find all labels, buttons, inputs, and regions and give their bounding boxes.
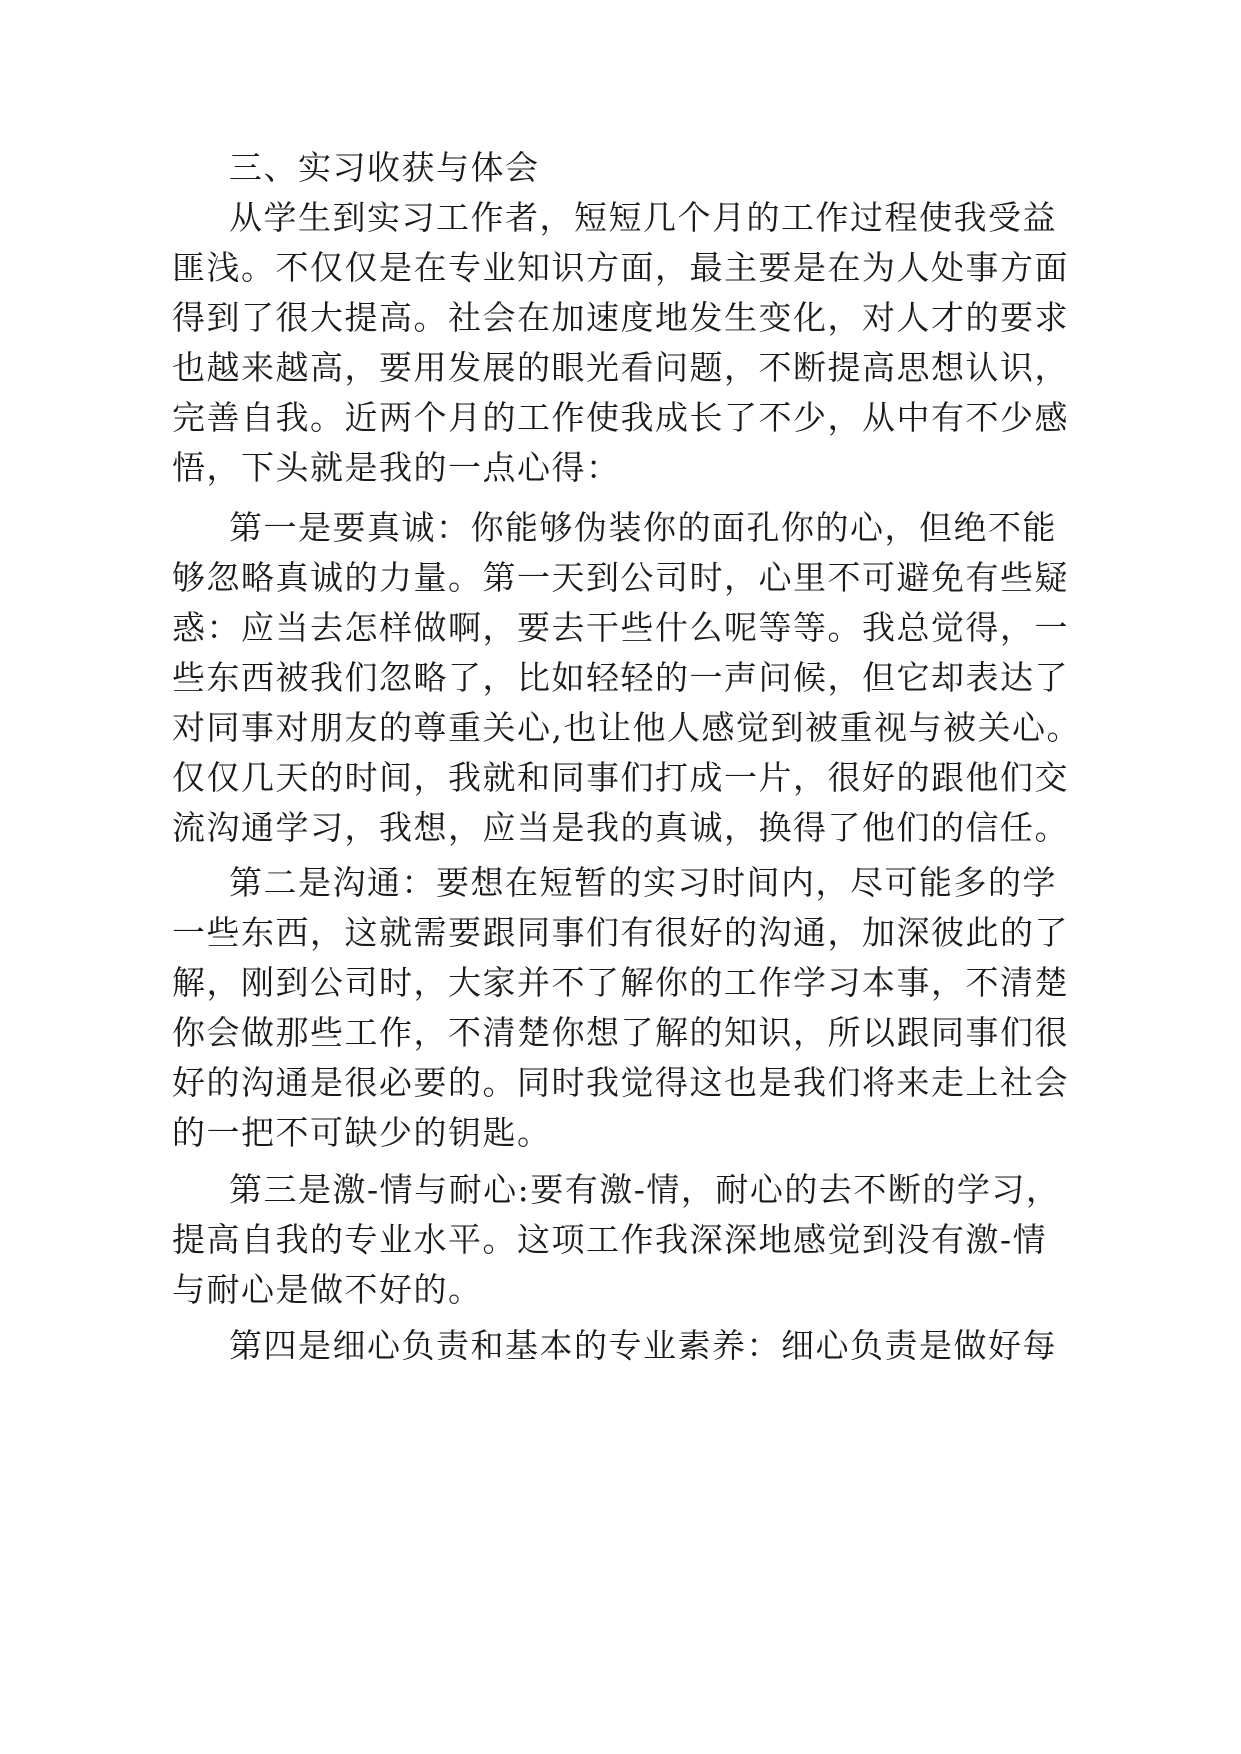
text-line: 一些东西，这就需要跟同事们有很好的沟通，加深彼此的了 bbox=[172, 913, 1069, 952]
text-line: 惑：应当去怎样做啊，要去干些什么呢等等。我总觉得，一 bbox=[172, 608, 1069, 647]
text-line: 提高自我的专业水平。这项工作我深深地感觉到没有激-情 bbox=[172, 1220, 1048, 1259]
text-line: 与耐心是做不好的。 bbox=[172, 1270, 483, 1309]
text-line: 好的沟通是很必要的。同时我觉得这也是我们将来走上社会 bbox=[172, 1063, 1069, 1102]
text-line: 你会做那些工作，不清楚你想了解的知识，所以跟同事们很 bbox=[172, 1013, 1069, 1052]
text-line: 悟，下头就是我的一点心得： bbox=[172, 448, 621, 487]
text-line: 些东西被我们忽略了，比如轻轻的一声问候，但它却表达了 bbox=[172, 658, 1069, 697]
text-line: 也越来越高，要用发展的眼光看问题，不断提高思想认识， bbox=[172, 348, 1069, 387]
text-line: 第三是激-情与耐心:要有激-情，耐心的去不断的学习， bbox=[229, 1170, 1061, 1209]
section-heading: 三、实习收获与体会 bbox=[229, 148, 540, 187]
text-line: 第一是要真诚：你能够伪装你的面孔你的心，但绝不能 bbox=[229, 508, 1057, 547]
text-line: 匪浅。不仅仅是在专业知识方面，最主要是在为人处事方面 bbox=[172, 248, 1069, 287]
text-line: 第四是细心负责和基本的专业素养：细心负责是做好每 bbox=[229, 1326, 1057, 1365]
text-line: 第二是沟通：要想在短暂的实习时间内，尽可能多的学 bbox=[229, 863, 1057, 902]
text-line: 得到了很大提高。社会在加速度地发生变化，对人才的要求 bbox=[172, 298, 1069, 337]
text-line: 解，刚到公司时，大家并不了解你的工作学习本事，不清楚 bbox=[172, 963, 1069, 1002]
text-line: 仅仅几天的时间，我就和同事们打成一片，很好的跟他们交 bbox=[172, 758, 1069, 797]
text-line: 的一把不可缺少的钥匙。 bbox=[172, 1113, 552, 1152]
text-line: 对同事对朋友的尊重关心,也让他人感觉到被重视与被关心。 bbox=[172, 708, 1081, 747]
text-line: 完善自我。近两个月的工作使我成长了不少，从中有不少感 bbox=[172, 398, 1069, 437]
text-line: 从学生到实习工作者，短短几个月的工作过程使我受益 bbox=[229, 198, 1057, 237]
text-line: 够忽略真诚的力量。第一天到公司时，心里不可避免有些疑 bbox=[172, 558, 1069, 597]
text-line: 流沟通学习，我想，应当是我的真诚，换得了他们的信任。 bbox=[172, 808, 1069, 847]
